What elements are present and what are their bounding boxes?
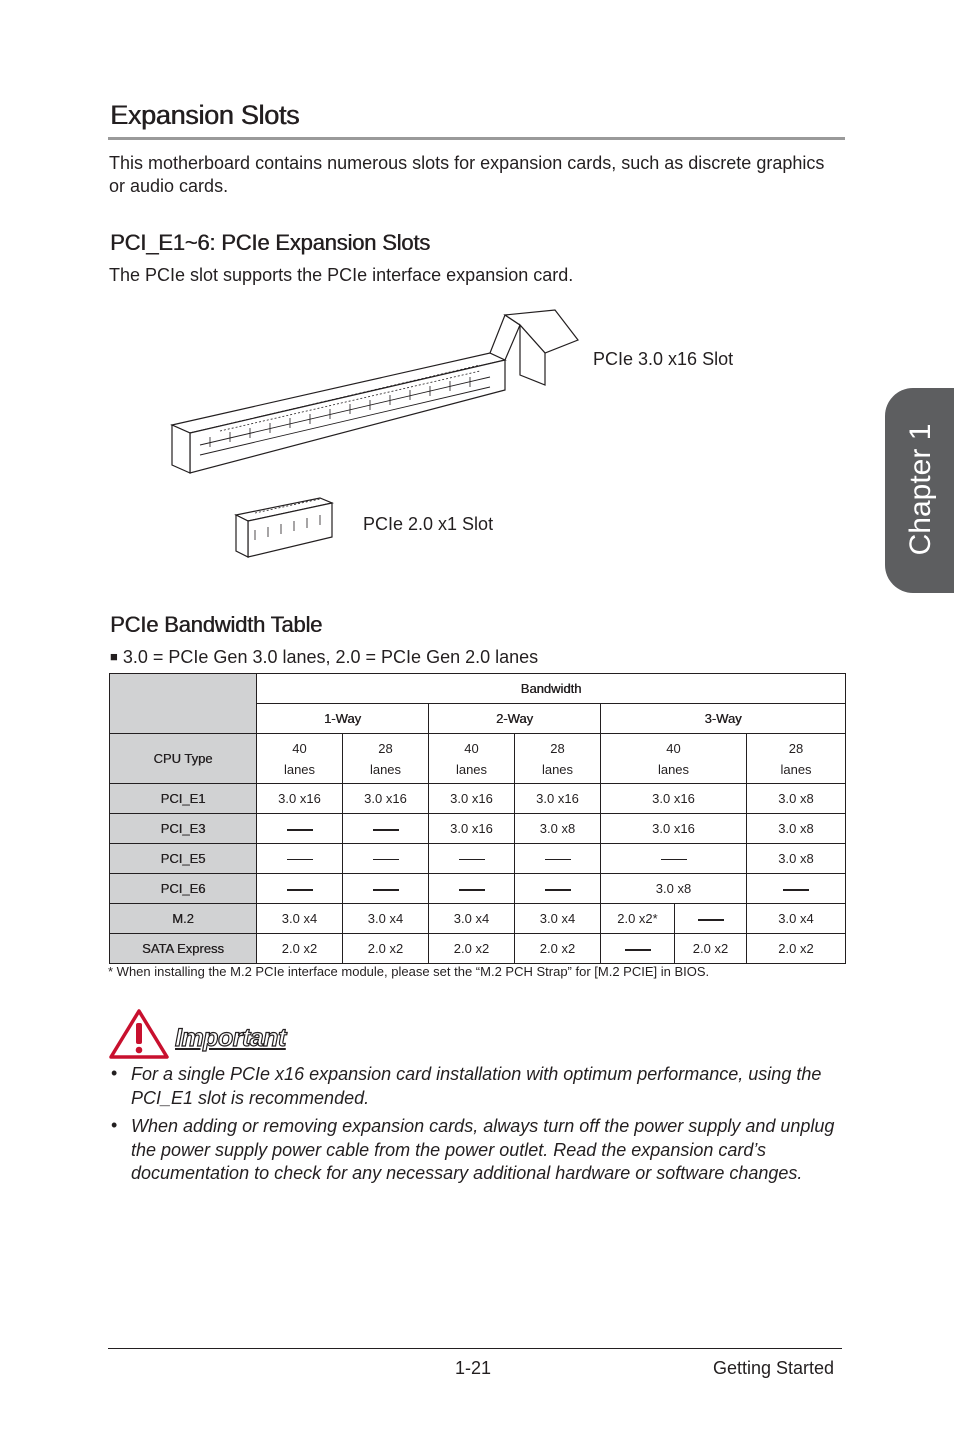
cpu-lanes-cell: 28 lanes [515, 734, 601, 784]
dash-mark [287, 889, 313, 891]
dash-mark [545, 889, 571, 891]
table-cell: 2.0 x2 [675, 934, 747, 964]
table-cell-dash [601, 844, 747, 874]
cpu-lanes-cell: 40 lanes [601, 734, 747, 784]
table-cell: 2.0 x2 [343, 934, 429, 964]
table-cell: 3.0 x16 [429, 814, 515, 844]
footer-divider [108, 1348, 842, 1349]
pcie-x16-slot-drawing [172, 310, 578, 473]
table-cell: 2.0 x2 [515, 934, 601, 964]
dash-mark [287, 829, 313, 831]
bandwidth-table [109, 673, 846, 964]
cpu-lanes-cell: 28 lanes [747, 734, 846, 784]
legend-bullet: ■ [110, 649, 118, 664]
dash-mark [459, 889, 485, 891]
table-cell-dash [257, 874, 343, 904]
table-cell: 2.0 x2* [601, 904, 675, 934]
table-cell: 3.0 x8 [515, 814, 601, 844]
table-cell: 3.0 x8 [747, 814, 846, 844]
row-header-sata-express: SATA Express [110, 934, 257, 964]
dash-mark [373, 829, 399, 831]
dash-mark [545, 859, 571, 860]
cpu-lanes-cell: 40 lanes [429, 734, 515, 784]
table-cell-dash [747, 874, 846, 904]
table-cell-dash [675, 904, 747, 934]
way-header: 1-Way [257, 704, 429, 734]
dash-mark [373, 859, 399, 860]
row-header-m2: M.2 [110, 904, 257, 934]
dash-mark [459, 859, 485, 860]
table-cell-dash [429, 844, 515, 874]
row-header-pci-e1: PCI_E1 [110, 784, 257, 814]
dash-mark [783, 889, 809, 891]
row-header-cpu-type: CPU Type [110, 734, 257, 784]
dash-mark [287, 859, 313, 860]
table-cell-dash [515, 844, 601, 874]
bullet-mark: • [111, 1063, 118, 1083]
table-cell: 3.0 x4 [515, 904, 601, 934]
important-item: For a single PCIe x16 expansion card installation with optimum performance, using the PCI_E1 slot is recommended. [131, 1064, 822, 1108]
table-cell: 2.0 x2 [747, 934, 846, 964]
bandwidth-header: Bandwidth [257, 674, 846, 704]
table-corner [110, 674, 257, 734]
pcie-x1-slot-drawing [236, 498, 332, 557]
row-header-pci-e6: PCI_E6 [110, 874, 257, 904]
table-cell: 3.0 x16 [429, 784, 515, 814]
pcie-slots-title: PCI_E1~6: PCIe Expansion Slots [110, 230, 430, 255]
table-cell-dash [429, 874, 515, 904]
way-header: 3-Way [601, 704, 846, 734]
table-cell: 3.0 x4 [747, 904, 846, 934]
page-number: 1-21 [455, 1358, 492, 1378]
table-cell: 3.0 x8 [747, 784, 846, 814]
table-footnote: * When installing the M.2 PCIe interface module, please set the “M.2 PCH Strap” for [M.2 PCIE] in BIOS. [108, 964, 710, 979]
way-header: 2-Way [429, 704, 601, 734]
legend-text: 3.0 = PCIe Gen 3.0 lanes, 2.0 = PCIe Gen 2.0 lanes [122, 647, 539, 667]
dash-mark [625, 949, 651, 951]
pcie-slots-description: The PCIe slot supports the PCIe interface expansion card. [109, 265, 574, 285]
cpu-lanes-cell: 40 lanes [257, 734, 343, 784]
table-cell-dash [601, 934, 675, 964]
table-cell: 3.0 x16 [343, 784, 429, 814]
chapter-tab-label: Chapter 1 [904, 423, 937, 556]
bandwidth-title: PCIe Bandwidth Table [110, 612, 323, 637]
table-cell: 3.0 x4 [429, 904, 515, 934]
chapter-tab [885, 388, 954, 593]
title-divider [108, 137, 845, 140]
row-header-pci-e5: PCI_E5 [110, 844, 257, 874]
table-cell-dash [515, 874, 601, 904]
table-cell: 3.0 x16 [601, 784, 747, 814]
bandwidth-legend [110, 645, 538, 669]
table-cell-dash [343, 844, 429, 874]
table-cell: 2.0 x2 [429, 934, 515, 964]
bullet-mark: • [111, 1115, 118, 1135]
dash-mark [698, 919, 724, 921]
row-header-pci-e3: PCI_E3 [110, 814, 257, 844]
table-cell-dash [343, 874, 429, 904]
warning-icon [108, 1008, 170, 1060]
table-cell-dash [257, 814, 343, 844]
table-cell: 3.0 x16 [515, 784, 601, 814]
table-cell: 3.0 x8 [747, 844, 846, 874]
table-cell-dash [343, 814, 429, 844]
important-item: When adding or removing expansion cards, always turn off the power supply and unplug the power supply power cable from the power outlet. Read the expansion card’s documentation to check for any necessary additional hardware or software changes. [131, 1116, 835, 1183]
important-label: Important [175, 1024, 286, 1052]
table-cell: 2.0 x2 [257, 934, 343, 964]
table-cell: 3.0 x16 [601, 814, 747, 844]
dash-mark [373, 889, 399, 891]
x1-slot-label: PCIe 2.0 x1 Slot [363, 514, 494, 534]
table-cell: 3.0 x16 [257, 784, 343, 814]
table-cell-dash [257, 844, 343, 874]
x16-slot-label: PCIe 3.0 x16 Slot [593, 349, 734, 369]
footer-section: Getting Started [713, 1358, 835, 1378]
section-title: Expansion Slots [110, 100, 300, 130]
table-cell: 3.0 x4 [343, 904, 429, 934]
cpu-lanes-cell: 28 lanes [343, 734, 429, 784]
table-cell: 3.0 x8 [601, 874, 747, 904]
table-cell: 3.0 x4 [257, 904, 343, 934]
dash-mark [661, 859, 687, 860]
section-intro: This motherboard contains numerous slots for expansion cards, such as discrete graphics or audio cards. [109, 153, 825, 196]
